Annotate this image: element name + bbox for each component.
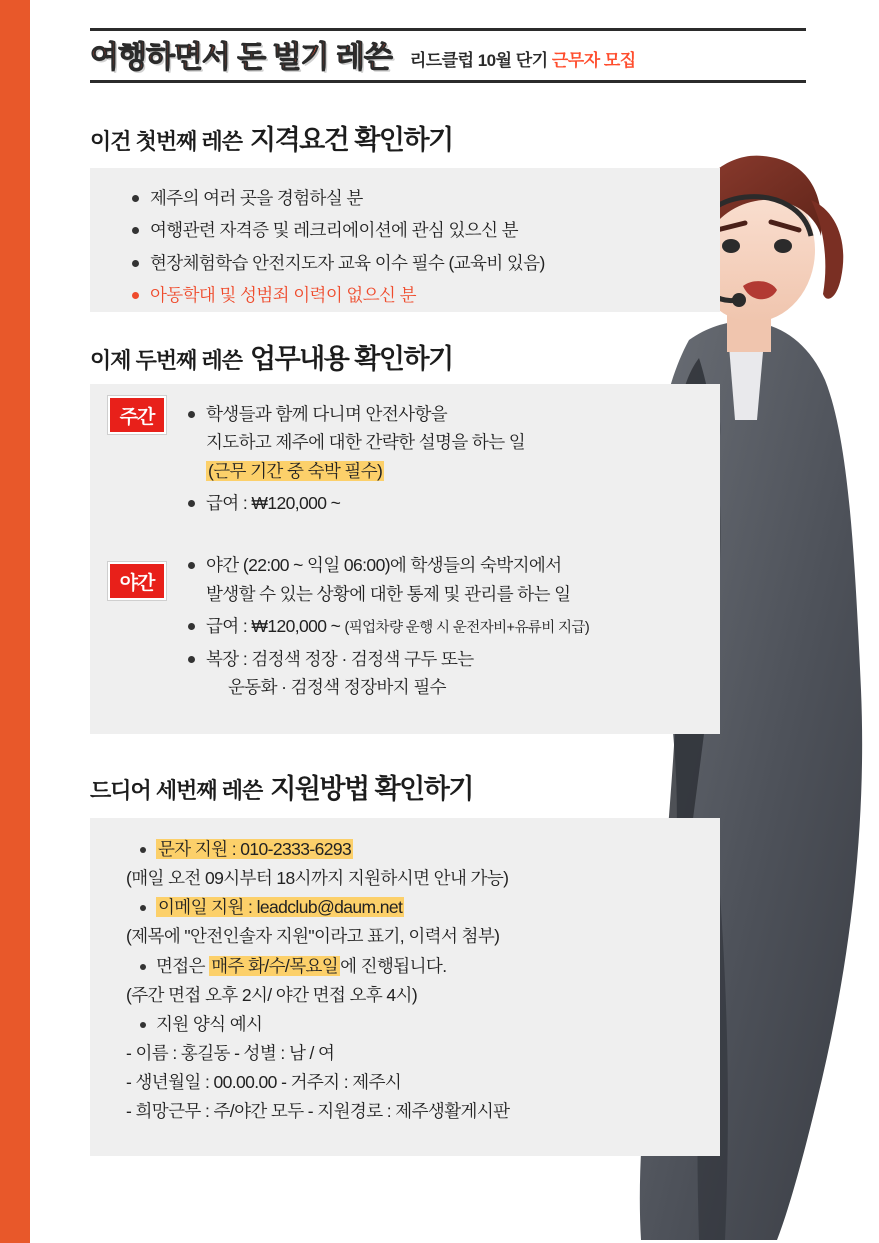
list-item — [182, 551, 720, 608]
section-1-heading — [90, 118, 453, 157]
night-pay-note: (픽업차량 운행 시 운전자비+유류비 지급) — [344, 620, 590, 637]
badge-day-shift: 주간 — [108, 396, 166, 434]
day-duty-lodging-note: (근무 기간 중 숙박 필수) — [208, 460, 383, 481]
list-item: (매일 오전 09시부터 18시까지 지원하시면 안내 가능) — [126, 868, 509, 889]
apply-methods-list — [90, 818, 720, 1125]
list-item: (주간 면접 오후 2시/ 야간 면접 오후 4시) — [126, 984, 418, 1005]
poster-header — [90, 28, 820, 83]
section-3-box — [90, 818, 720, 1156]
section-3-heading — [90, 767, 473, 806]
section-1-box — [90, 168, 720, 312]
subtitle-prefix: 리드클럽 10월 단기 — [409, 51, 552, 70]
list-item: - 생년월일 : 00.00.00 - 거주지 : 제주시 — [126, 1072, 402, 1092]
day-duty-line2: 지도하고 제주에 대한 간략한 설명을 하는 일 — [206, 432, 526, 453]
night-duty-line2: 발생할 수 있는 상황에 대한 통제 및 관리를 하는 일 — [206, 583, 571, 604]
day-duty-line1: 학생들과 함께 다니며 안전사항을 — [206, 404, 448, 424]
apply-sms: 문자 지원 : 010-2333-6293 — [158, 839, 352, 859]
section-2-label-small: 이제 두번째 레쓴 — [90, 348, 242, 373]
night-duty-line1: 야간 (22:00 ~ 익일 06:00)에 학생들의 숙박지에서 — [206, 555, 562, 576]
header-rule-bottom — [90, 80, 806, 83]
night-duties-list — [182, 551, 720, 701]
list-item: 지원 양식 예시 — [126, 1011, 720, 1038]
list-item: 여행관련 자격증 및 레크리에이션에 관심 있으신 분 — [126, 216, 720, 244]
list-item: 아동학대 및 성범죄 이력이 없으신 분 — [126, 281, 720, 309]
list-item — [126, 894, 720, 921]
poster-page — [30, 0, 879, 1243]
list-item — [126, 953, 720, 980]
badge-night-shift: 야간 — [108, 562, 166, 600]
list-item: 제주의 여러 곳을 경험하실 분 — [126, 184, 720, 212]
list-item: (제목에 "안전인솔자 지원"이라고 표기, 이력서 첨부) — [126, 926, 500, 947]
night-pay: 급여 : ₩120,000 ~ — [206, 616, 345, 637]
section-2-box — [90, 384, 720, 734]
poster-title: 여행하면서 돈 벌기 레쓴 — [90, 41, 392, 74]
night-dress-line2: 운동화 · 검정색 정장바지 필수 — [228, 676, 446, 697]
header-rule-top — [90, 28, 806, 31]
requirements-list — [90, 168, 720, 309]
list-item — [182, 400, 720, 485]
night-dress-line1: 복장 : 검정색 정장 · 검정색 구두 또는 — [206, 648, 474, 669]
section-2-heading — [90, 337, 453, 376]
section-1-label-small: 이건 첫번째 레쓴 — [90, 129, 242, 154]
list-item: 급여 : ₩120,000 ~ — [182, 489, 720, 517]
subtitle-accent: 근무자 모집 — [551, 51, 636, 70]
apply-email: 이메일 지원 : leadclub@daum.net — [158, 897, 403, 918]
interview-days: 매주 화/수/목요일 — [211, 955, 339, 976]
list-item — [182, 612, 720, 640]
left-orange-rail — [0, 0, 30, 1243]
list-item: - 이름 : 홍길동 - 성별 : 남 / 여 — [126, 1042, 335, 1063]
list-item: 현장체험학습 안전지도자 교육 이수 필수 (교육비 있음) — [126, 249, 720, 277]
interview-post: 에 진행됩니다. — [340, 955, 447, 976]
list-item: - 희망근무 : 주/야간 모두 - 지원경로 : 제주생활게시판 — [126, 1101, 510, 1122]
interview-pre: 면접은 — [156, 955, 210, 976]
poster-subtitle — [410, 46, 636, 74]
section-3-label-small: 드디어 세번째 레쓴 — [90, 778, 263, 803]
day-duties-list — [182, 400, 720, 517]
list-item — [126, 836, 720, 863]
section-2-label-big: 업무내용 확인하기 — [250, 344, 453, 374]
list-item — [182, 645, 720, 702]
section-1-label-big: 지격요건 확인하기 — [250, 125, 453, 155]
section-3-label-big: 지원방법 확인하기 — [270, 774, 473, 804]
